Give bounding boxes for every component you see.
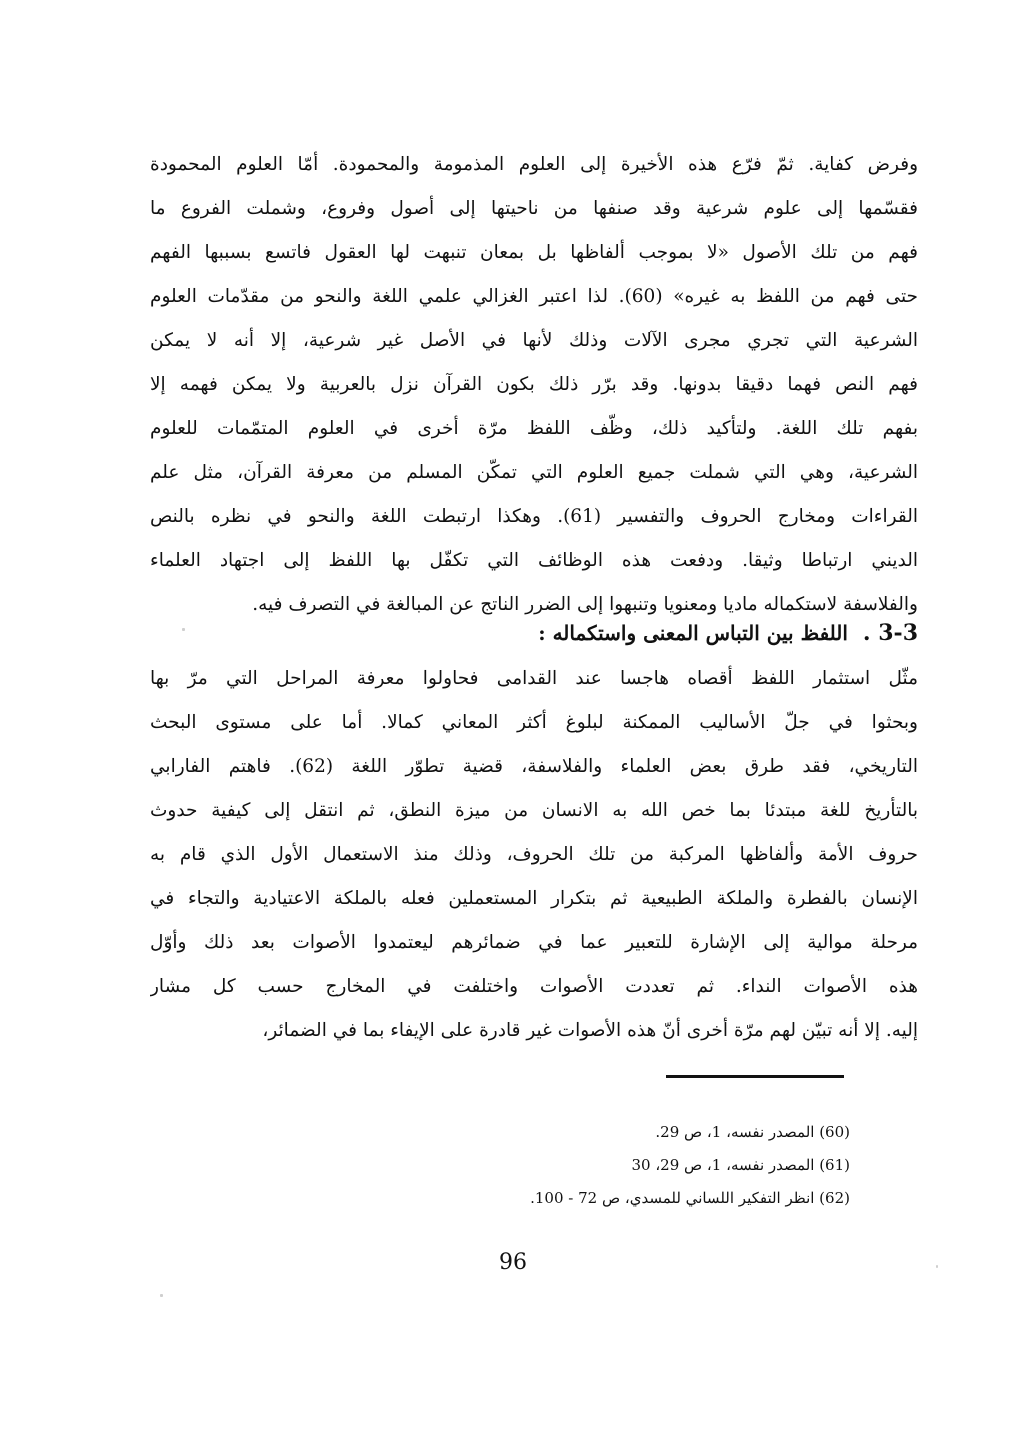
text-line: بالتأريخ للغة مبتدئا بما خص الله به الانسان من ميزة النطق، ثم انتقل إلى كيفية حدوث bbox=[150, 800, 918, 821]
text-line: إليه. إلا أنه تبيّن لهم مرّة أخرى أنّ هذه الأصوات غير قادرة على الإيفاء بما في الضمائر، bbox=[262, 1020, 918, 1041]
text-line: وفرض كفاية. ثمّ فرّع هذه الأخيرة إلى العلوم المذمومة والمحمودة. أمّا العلوم المحمودة bbox=[150, 154, 918, 175]
text-line: والفلاسفة لاستكماله ماديا ومعنويا وتنبهوا إلى الضرر الناتج عن المبالغة في التصرف فيه. bbox=[252, 594, 918, 615]
text-line: التاريخي، فقد طرق بعض العلماء والفلاسفة، قضية تطوّر اللغة (62). فاهتم الفارابي bbox=[150, 756, 918, 777]
page-number: 96 bbox=[499, 1250, 527, 1275]
text-line: فهم من تلك الأصول «لا بموجب ألفاظها بل بمعان تنبهت لها العقول فاتسع بسببها الفهم bbox=[150, 242, 918, 263]
text-line: الديني ارتباطا وثيقا. ودفعت هذه الوظائف التي تكفّل بها اللفظ إلى اجتهاد العلماء bbox=[150, 550, 918, 571]
footnote: (62) انظر التفكير اللساني للمسدي، ص 72 - 100. bbox=[530, 1189, 850, 1207]
text-line: الإنسان بالفطرة والملكة الطبيعية ثم بتكرار المستعملين فعله بالملكة الاعتيادية والتجاء في bbox=[150, 888, 918, 909]
text-line: مثّل استثمار اللفظ أقصاه هاجسا عند القدامى فحاولوا معرفة المراحل التي مرّ بها bbox=[150, 668, 918, 689]
text-line: الشرعية، وهي التي شملت جميع العلوم التي تمكّن المسلم من معرفة القرآن، مثل علم bbox=[150, 462, 918, 483]
scan-speck bbox=[182, 628, 185, 631]
scan-speck bbox=[160, 1294, 163, 1297]
text-line: فهم النص فهما دقيقا بدونها. وقد برّر ذلك بكون القرآن نزل بالعربية ولا يمكن فهمه إلا bbox=[150, 374, 918, 395]
text-line: وبحثوا في جلّ الأساليب الممكنة لبلوغ أكثر المعاني كمالا. أما على مستوى البحث bbox=[150, 712, 918, 733]
text-line: القراءات ومخارج الحروف والتفسير (61). وهكذا ارتبطت اللغة والنحو في نظره بالنص bbox=[150, 506, 918, 527]
scan-speck bbox=[936, 1265, 938, 1268]
text-line: الشرعية التي تجري مجرى الآلات وذلك لأنها في الأصل غير شرعية، إلا أنه لا يمكن bbox=[150, 330, 918, 351]
section-heading bbox=[150, 609, 918, 657]
text-line: حروف الأمة وألفاظها المركبة من تلك الحروف، وذلك منذ الاستعمال الأول الذي قام به bbox=[150, 844, 918, 865]
text-line: مرحلة موالية إلى الإشارة للتعبير عما في ضمائرهم ليعتمدوا الأصوات بعد ذلك وأوّل bbox=[150, 932, 918, 953]
paragraph-2 bbox=[150, 657, 918, 1053]
section-number: 3-3 . bbox=[862, 620, 918, 646]
section-title: اللفظ بين التباس المعنى واستكماله : bbox=[538, 621, 848, 645]
text-line: هذه الأصوات النداء. ثم تعددت الأصوات واختلفت في المخارج حسب كل مشار bbox=[150, 976, 918, 997]
footnotes bbox=[300, 1116, 850, 1215]
text-line: حتى فهم من اللفظ به غيره» (60). لذا اعتبر الغزالي علمي اللغة والنحو من مقدّمات العلوم bbox=[150, 286, 918, 307]
footnote: (61) المصدر نفسه، 1، ص 29، 30 bbox=[631, 1156, 850, 1174]
footnote: (60) المصدر نفسه، 1، ص 29. bbox=[655, 1123, 850, 1141]
text-line: بفهم تلك اللغة. ولتأكيد ذلك، وظّف اللفظ مرّة أخرى في العلوم المتمّمات للعلوم bbox=[150, 418, 918, 439]
paragraph-1 bbox=[150, 143, 918, 627]
text-line: فقسّمها إلى علوم شرعية وقد صنفها من ناحيتها إلى أصول وفروع، وشملت الفروع ما bbox=[150, 198, 918, 219]
footnote-separator bbox=[666, 1075, 844, 1078]
